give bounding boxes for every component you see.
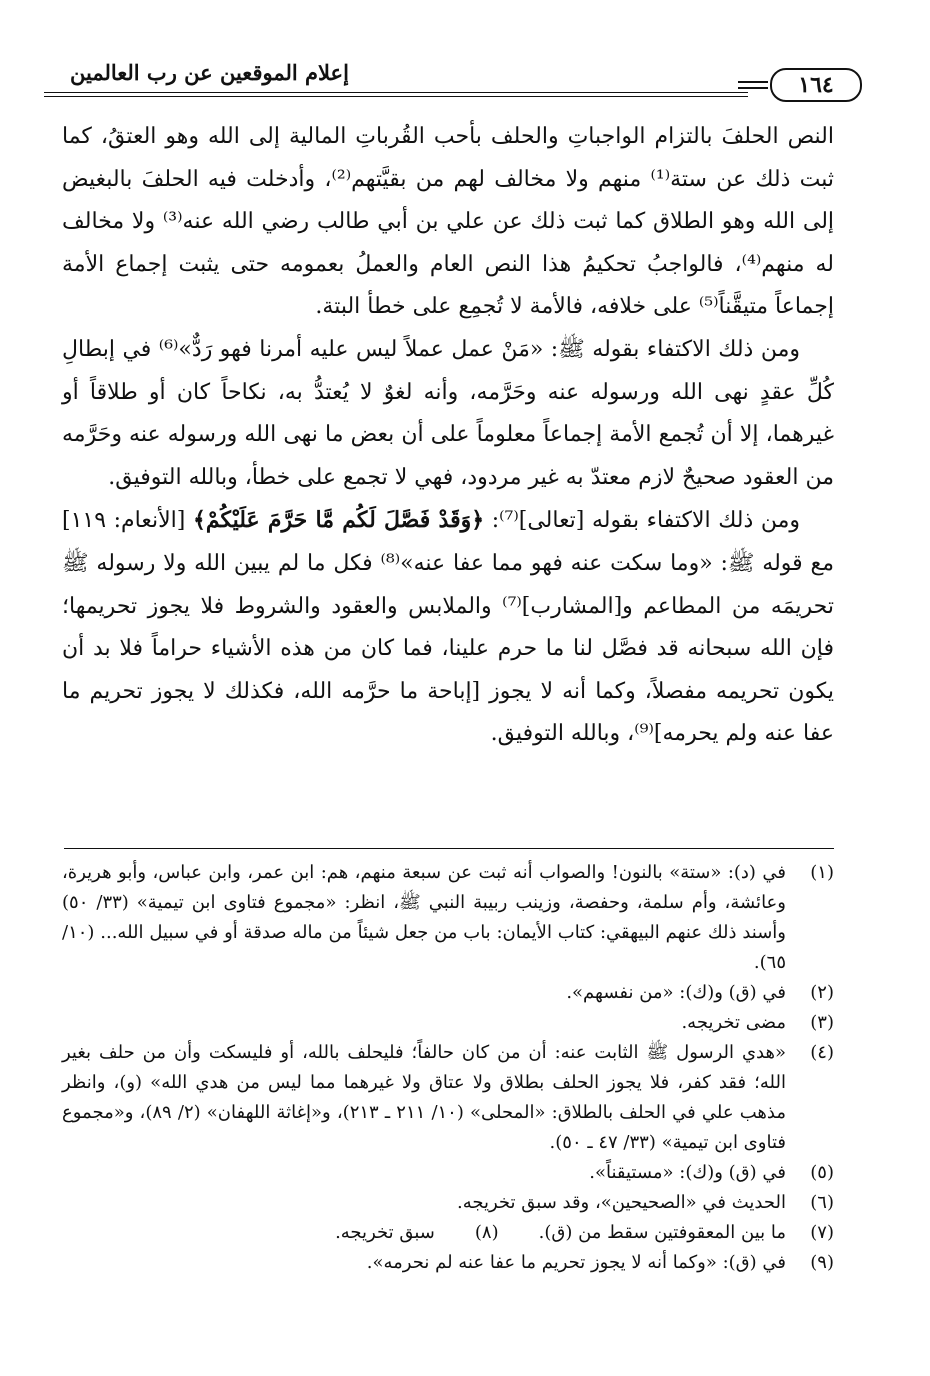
footnote-number: (٣) [810,1012,834,1033]
footnote [62,1188,834,1218]
footnote-separator [64,848,834,849]
paragraph: ومن ذلك الاكتفاء بقوله ﷺ: «مَنْ عمل عملاً ليس عليه أمرنا فهو رَدٌّ»⁽⁶⁾ في إبطالِ كُلِّ عقدٍ نهى الله ورسوله عنه وحَرَّمه، وأنه لغوٌ لا يُعتدُّ به، نكاحاً كان أو طلاقاً أو غيرهما، إلا أن تُجمع الأمة إجماعاً معلوماً على أن بعض ما نهى الله ورسوله عنه وحَرَّمه من العقود صحيحٌ لازم معتدّ به غير مردود، فهي لا تجمع على خطأ، وبالله التوفيق. [62,336,834,490]
footnote-number: (٢) [810,982,834,1003]
footnotes [62,858,834,1278]
book-title: إعلام الموقعين عن رب العالمين [70,60,349,85]
ornament-dash [738,81,768,83]
quran-verse: ﴿وَقَدْ فَصَّلَ لَكُم مَّا حَرَّمَ عَلَيْكُمْ﴾ [192,507,485,534]
main-text [62,116,834,756]
header-rule [44,92,748,93]
footnote-number: (٦) [810,1192,834,1213]
footnote-text: في (ق): «وكما أنه لا يجوز تحريم ما عفا عنه لم نحرمه». [366,1252,786,1273]
footnote-number: (٤) [810,1042,834,1063]
footnote [62,978,834,1008]
footnote-number: (١) [810,862,834,883]
paragraph [62,499,834,756]
footnote-number: (٩) [810,1252,834,1273]
ornament-dash [738,87,768,89]
footnote [62,1248,834,1278]
paragraph: النص الحلفَ بالتزام الواجباتِ والحلف بأحب القُرباتِ المالية إلى الله وهو العتقُ، كما ثبت ذلك عن ستة⁽¹⁾ منهم ولا مخالف لهم من بقيَّتهم⁽²⁾، وأدخلت فيه الحلفَ بالبغيض إلى الله وهو الطلاق كما ثبت ذلك عن علي بن أبي طالب رضي الله عنه⁽³⁾ ولا مخالف له منهم⁽⁴⁾، فالواجبُ تحكيمُ هذا النص العام والعملُ بعمومه حتى يثبت إجماع الأمة إجماعاً متيقَّناً⁽⁵⁾ على خلافه، فالأمة لا تُجمِع على خطأ البتة. [62,124,835,320]
footnote-text: ما بين المعقوفتين سقط من (ق). [538,1222,786,1243]
header-rule-double [44,96,748,97]
footnote-text: سبق تخريجه. [335,1222,435,1243]
footnote-text: الحديث في «الصحيحين»، وقد سبق تخريجه. [456,1192,786,1213]
footnote [62,1218,834,1248]
footnote [62,1158,834,1188]
page-number: ١٦٤ [770,68,862,102]
paragraph-lead: ومن ذلك الاكتفاء بقوله [تعالى]⁽⁷⁾: [484,508,800,534]
footnote-text: في (ق) و(ك): «مستيقناً». [589,1162,786,1183]
footnote-text: «هدي الرسول ﷺ الثابت عنه: أن من كان حالفاً؛ فليحلف بالله، أو فليسكت وأن من حلف بغير الله؛ فقد كفر، فلا يجوز الحلف بطلاق ولا عتاق ولا غيرهما مما ليس من هدي الله» (و)، وانظر مذهب علي في الحلف بالطلاق: «المحلى» (١٠/ ٢١١ ـ ٢١٣)، و«إغاثة اللهفان» (٢/ ٨٩)، و«مجموع فتاوى ابن تيمية» (٣٣/ ٤٧ ـ ٥٠). [62,1042,786,1153]
footnote-number: (٨) [474,1222,499,1243]
footnote [62,1008,834,1038]
running-header [44,42,868,100]
footnote-number: (٧) [810,1222,834,1243]
footnote-text: في (ق) و(ك): «من نفسهم». [566,982,786,1003]
paragraph-rest: [الأنعام: ١١٩] مع قوله ﷺ: «وما سكت عنه فهو مما عفا عنه»⁽⁸⁾ فكل ما لم يبين الله ولا رسوله ﷺ تحريمَه من المطاعم و[المشارب]⁽⁷⁾ والملابس والعقود والشروط فلا يجوز تحريمها؛ فإن الله سبحانه قد فصَّل لنا ما حرم علينا، فما كان من هذه الأشياء حراماً فلا بد أن يكون تحريمه مفصلاً، وكما أنه لا يجوز [إباحة ما حرَّمه الله، فكذلك لا يجوز تحريم ما عفا عنه ولم يحرمه]⁽⁹⁾، وبالله التوفيق. [62,508,835,747]
footnote-text: في (د): «ستة» بالنون! والصواب أنه ثبت عن سبعة منهم، هم: ابن عمر، وابن عباس، وأبو هريرة، وعائشة، وأم سلمة، وحفصة، وزينب ربيبة النبي ﷺ، انظر: «مجموع فتاوى ابن تيمية» (٣٣/ ٥٠) وأسند ذلك عنهم البيهقي: كتاب الأيمان: باب من جعل شيئاً من ماله صدقة أو في سبيل الله... (١٠/ ٦٥). [62,862,786,973]
page-number-ornament [748,68,868,100]
footnote-number: (٥) [810,1162,834,1183]
footnote-inline-pair [62,1218,786,1248]
footnote [62,858,834,978]
footnote [62,1038,834,1158]
footnote-text: مضى تخريجه. [681,1012,786,1033]
